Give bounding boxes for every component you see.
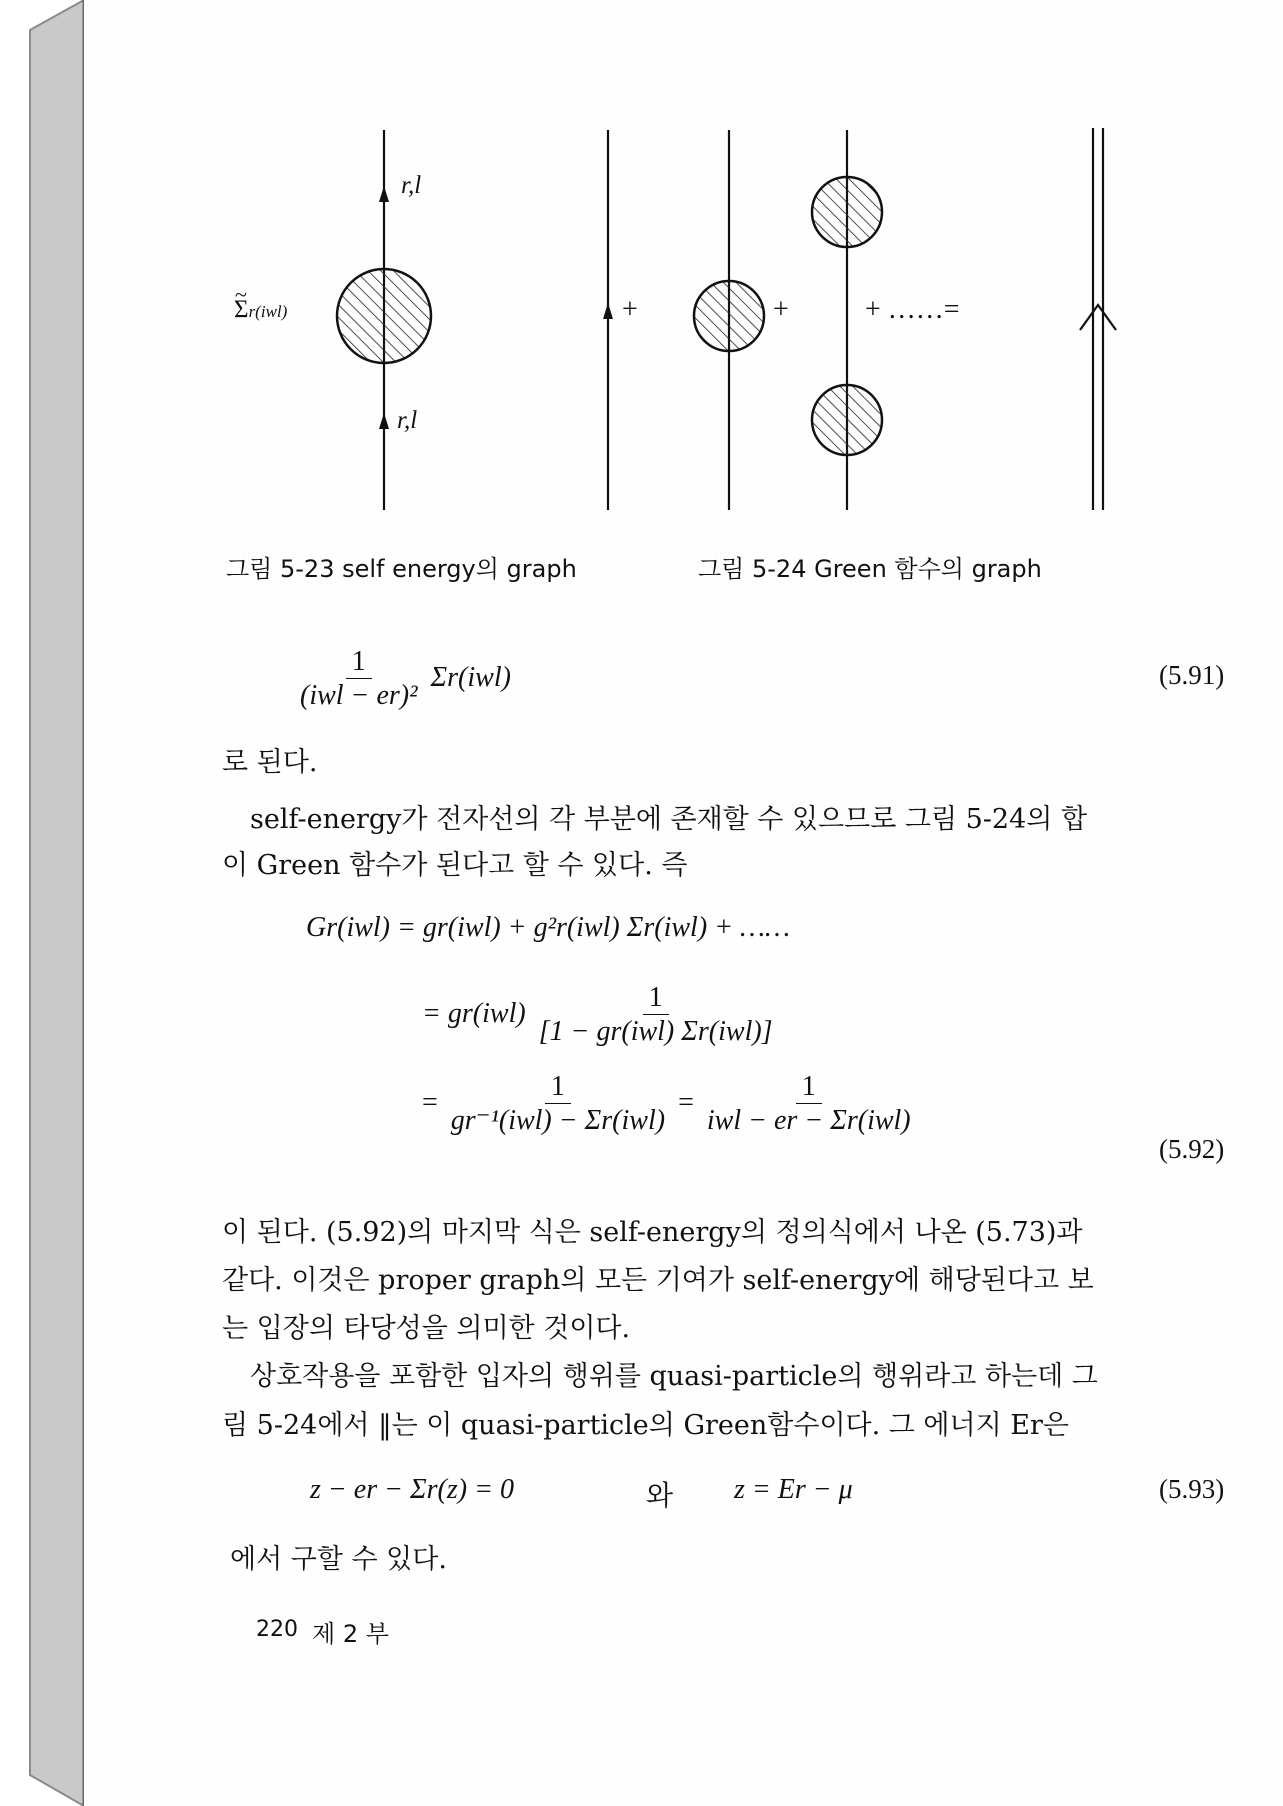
self-energy-blob (337, 269, 431, 363)
figure-5-24-caption: 그림 5-24 Green 함수의 graph (698, 555, 1042, 583)
chevron-up-icon (1080, 305, 1116, 330)
part-label: 제 2 부 (312, 1620, 389, 1648)
arrow-up-icon (379, 186, 389, 202)
equation-5-92-line3: = $\frac{1}{\text{gr⁻¹(iwl) − Σr(iwl)}}$ = $\frac{1}{\text{iwl − er − Σr(iwl)}}$ (422, 1071, 911, 1137)
equation-5-91: $\frac{1}{\text{(iwl − er)²}}$ Σr(iwl) (300, 646, 511, 712)
paragraph-text: self-energy가 전자선의 각 부분에 존재할 수 있으므로 그림 5-24의 합 (250, 804, 1088, 835)
arrow-up-icon (379, 413, 389, 429)
document-page (84, 0, 1283, 1806)
plus-sign: + (622, 294, 638, 325)
paragraph-text: 같다. 이것은 proper graph의 모든 기여가 self-energy에 해당된다고 보 (222, 1265, 1094, 1296)
self-energy-label: ~ Σr(iwl) (234, 296, 287, 324)
page-number: 220 (256, 1617, 298, 1642)
equation-5-93-conjunction: 와 (646, 1481, 674, 1512)
equation-number-5-93: (5.93) (1159, 1474, 1225, 1504)
line-label-top: r,l (401, 172, 422, 199)
arrow-up-icon (603, 303, 613, 319)
equation-5-92-line1: Gr(iwl) = gr(iwl) + g²r(iwl) Σr(iwl) + …… (306, 912, 790, 943)
paragraph-text: 에서 구할 수 있다. (230, 1544, 447, 1575)
equation-number-5-92: (5.92) (1159, 1134, 1225, 1164)
paragraph-text: 이 된다. (5.92)의 마지막 식은 self-energy의 정의식에서 나온 (5.73)과 (222, 1217, 1083, 1248)
paragraph-text: 상호작용을 포함한 입자의 행위를 quasi-particle의 행위라고 하는데 그 (250, 1361, 1098, 1392)
paragraph-text: 림 5-24에서 ‖는 이 quasi-particle의 Green함수이다. 그 에너지 Er은 (222, 1410, 1069, 1441)
self-energy-blob (812, 385, 882, 455)
paragraph-text: 로 된다. (222, 747, 318, 778)
equation-5-93-left: z − er − Σr(z) = 0 (310, 1474, 514, 1505)
equation-5-93-right: z = Er − μ (734, 1474, 853, 1505)
self-energy-blob (694, 281, 764, 351)
equation-5-92-line2: = gr(iwl) $\frac{1}{\text{[1 − gr(iwl) Σr(iwl)]}}$ (422, 982, 773, 1048)
series-continuation: + ……= (865, 294, 960, 325)
line-label-bottom: r,l (397, 407, 418, 434)
self-energy-blob (812, 177, 882, 247)
figure-5-23-caption: 그림 5-23 self energy의 graph (226, 555, 577, 583)
paragraph-text: 는 입장의 타당성을 의미한 것이다. (222, 1313, 631, 1344)
equation-number-5-91: (5.91) (1159, 660, 1225, 690)
plus-sign: + (773, 294, 789, 325)
figure-diagrams (84, 0, 1283, 540)
paragraph-text: 이 Green 함수가 된다고 할 수 있다. 즉 (222, 850, 688, 881)
figure-5-24-graph (603, 128, 1116, 510)
book-spine (0, 0, 84, 1806)
